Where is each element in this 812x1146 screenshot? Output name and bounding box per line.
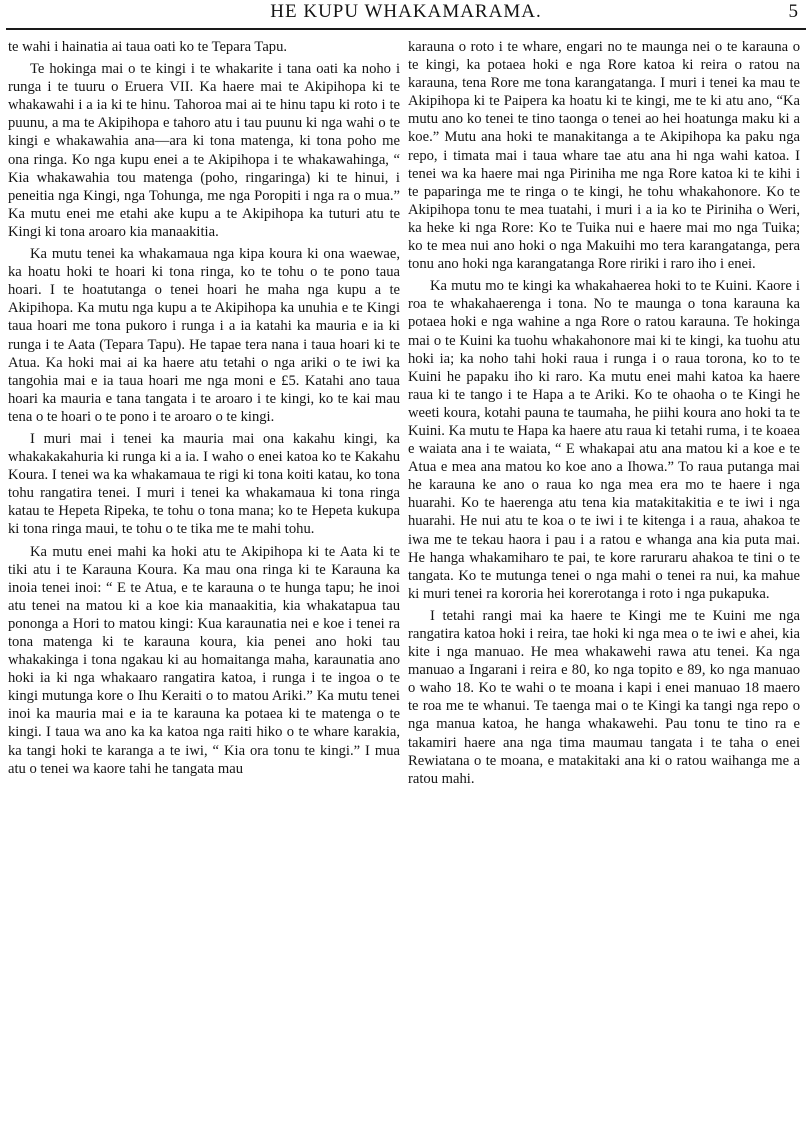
right-column [408, 38, 800, 1138]
paragraph: Ka mutu mo te kingi ka whakahaerea hoki to te Kuini. Kaore i roa te whakahaerenga i tona. No te maunga o tona karauna ka potaea hoki e nga wahine a nga Rore o ratou karauna. Te hokinga mai o te Kuini ka tuohu whakahonore mai ki te kingi, ka tuohu atu hoki ia; ka noho tahi hoki raua i runga i o raua torona, ko to te Kuini he papaku iho ki raro. Ka mutu enei mahi katoa ka haere raua ki te tango i te Hapa a te Ariki. Ko te ohaoha o te Kingi he weeti koura, kotahi pauna te taumaha, he piihi koura ano hoki ta te Kuini. Ka mutu te Hapa ka haere atu raua ki tetahi ruma, i te koaea e waiata ana i te waiata, “ E whakapai atu ana matou ki a koe e te Atua e mea ana matou ko koe ano a Ihowa.” To raua putanga mai he karauna ke ano o raua ko nga mea era mo te haere i nga huarahi. Ko te haerenga atu tena kia matakitakitia e te iwi i nga huarahi. He nui atu te koa o te iwi i te kitenga i a raua, ahakoa te iwa me te tekau haora i pau i a ratou e whanga ana kia puta mai. He hanga whakamiharo te pai, te kore raruraru ahakoa te tini o te tangata. Ko te mutunga tenei o nga mahi o tenei ra nui, ka mahue ki muri tenei ra kororia hei korerotanga i roto i nga pukapuka. [408, 278, 800, 602]
paragraph: Ka mutu enei mahi ka hoki atu te Akipihopa ki te Aata ki te tiki atu i te Karauna Koura. Ka mau ona ringa ki te Karauna ka inoia tenei inoi: “ E te Atua, e te karauna o te hunga tapu; he inoi atu tenei na matou ki a koe kia manaakitia, kia whakatapua tau pononga a Hori to matou kingi: Kua karaunatia nei e koe i tenei ra tona matenga ki te karauna koura, kia penei ano hoki tau whakakinga i tona ngakau ki au homaitanga maha, karaunatia ano hoki ia ki nga whakaaro rangatira katoa, i runga i te ingoa o te kingi mutunga kore o Ihu Keraiti o to matou Ariki.” Ka mutu tenei inoi ka mauria mai e ia te karauna ka potaea ki te matenga o te kingi. I taua wa ano ka ka katoa nga raiti hiko o te whare karakia, ka tangi hoki te karanga a te iwi, “ Kia ora tonu te kingi.” I mua atu o tenei wa kaore tahi he tangata mau [8, 543, 400, 777]
paragraph: Ka mutu tenei ka whakamaua nga kipa koura ki ona waewae, ka hoatu hoki te hoari ki tona ringa, ko te tohu o te pono taua hoari. I te hoatutanga o tenei hoari he maha nga kupu a te Akipihopa. Ka mutu nga kupu a te Akipihopa ka unuhia e te Kingi taua hoari me tona pukoro i runga i a ia katahi ka mauria e ia ki runga i te Aata (Tepara Tapu). He tapae tera nana i taua hoari ki te Atua. Ka hoki mai ai ka haere atu tetahi o nga ariki o te iwi ka tangohia mai e ia taua hoari me nga moni e £5. Katahi ano taua hoari ka mauria e tana tangata i te aroaro i te kingi, ko te kai mau tena o te hoari o te pono i te aroaro o te kingi. [8, 246, 400, 425]
paragraph: te wahi i hainatia ai taua oati ko te Tepara Tapu. [8, 39, 288, 55]
paragraph: Te hokinga mai o te kingi i te whakarite i tana oati ka noho i runga i te tuuru o Eruera VII. Ka haere mai te Akipihopa ki te whakawahi i a ia ki te hinu. Tahoroa mai ai te hinu tapu ki roto i te puunu, a ma te Akipihopa e tahoro atu i tau puunu ki nga wahi o te kingi e whakawahia ana—ara ki tona matenga, ki tona poho me ona ringa. Ko nga kupu enei a te Akipihopa i te whakawahinga, “ Kia whakawahia tou matenga (poho, ringaringa) ki te hinui, i peneitia nga Kingi, nga Tohunga, me nga Poropiti i nga ra o mua.” Ka mutu enei me etahi ake kupu a te Akipihopa ka tuturi atu te Kingi ki tona aroaro kia manaakitia. [8, 61, 400, 240]
left-column [8, 38, 400, 1138]
running-title: HE KUPU WHAKAMARAMA. [270, 1, 542, 22]
paragraph: I muri mai i tenei ka mauria mai ona kakahu kingi, ka whakakakahuria ki runga ki a ia. I waho o enei katoa ko te Kakahu Koura. I tenei wa ka whakamaua te rigi ki tona koiti katau, ko tona tohu rangatira tenei. I muri i tenei ka whakamaua ki tona ringa katau te Hepeta Ripeka, te tohu o tona mana; ko te Hepeta kukupa ki tona ringa maui, te tohu o te tika me te mahi tohu. [8, 430, 400, 538]
paragraph: I tetahi rangi mai ka haere te Kingi me te Kuini me nga rangatira katoa hoki i reira, tae hoki ki nga mea o te iwi e ahei, kia kite i nga manuao. He mea whakawehi rawa atu tenei. Ka nga manuao a Ingarani i reira e 80, ko nga topito e 89, ko nga manuao o waho 18. Ko te wahi o te moana i kapi i enei manuao 18 maero te roa me te whanui. Te taenga mai o te Kingi ka tangi nga repo o nga manua katoa, he hanga whakawehi. Pau tonu te tino ra e takamiri haere ana nga tima maumau tangata i te taha o enei Rewiatana o te moana, e matakitaki ana ki o ratou waihanga me a ratou mahi. [408, 607, 800, 787]
page-number: 5 [788, 1, 798, 22]
paragraph: karauna o roto i te whare, engari no te maunga nei o te karauna o te kingi, ka potaea hoki e nga Rore katoa ki reira o ratou na karauna, tena Rore me tona karangatanga. I muri i tenei ka mau te Akipihopa ki te Paipera ka hoatu ki te kingi, me te ki atu ano, “Ka mutu ano ko tenei te tino taonga o tenei ao hei hoatunga maku ki a koe.” Mutu ana hoki te manakitanga a te Akipihopa ka paku nga repo, i timata mai i taua whare tae atu ana hi nga wahi katoa. I tenei wa ka haere mai nga Piriniha me nga Rore katoa ki te kihi i te paparinga me te ringa o te kingi, he tohu whakahonore. Ko te Akipihopa tonu te mea tuatahi, i muri i a ia ko te Piriniha o Weri, ka heke ki nga Rore: Ko te Tuika nui e haere mai mo nga Tuika; ko te mea nui ano hoki o nga Makuihi mo tera karangatanga, pera tonu ano hoki nga karangatanga Rore ririki i raro iho i enei. [408, 39, 800, 273]
running-header [6, 0, 806, 30]
